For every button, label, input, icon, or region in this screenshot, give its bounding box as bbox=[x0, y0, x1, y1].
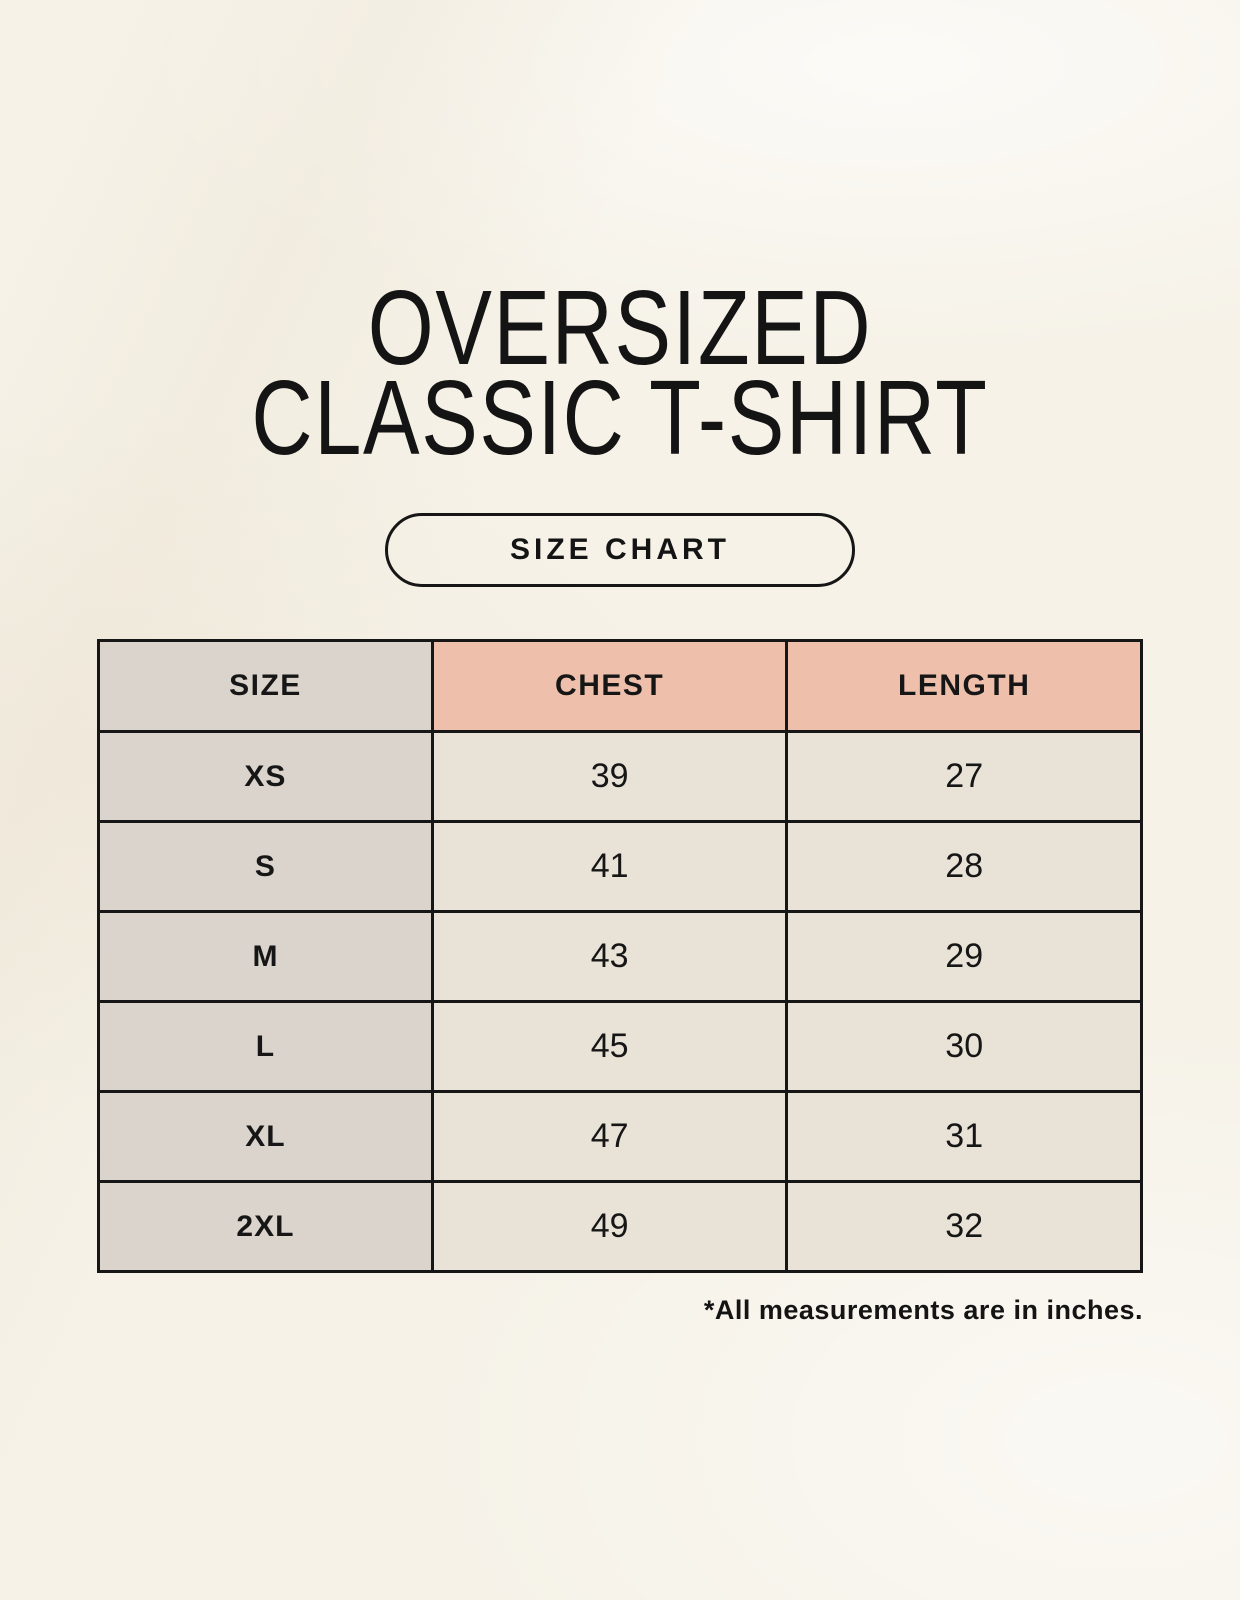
size-chart-button-label: SIZE CHART bbox=[510, 533, 730, 567]
product-title-line1: OVERSIZED bbox=[367, 269, 873, 387]
cell-length: 28 bbox=[787, 822, 1142, 912]
cell-length: 29 bbox=[787, 912, 1142, 1002]
product-title bbox=[124, 269, 1116, 478]
table-row bbox=[99, 1092, 1142, 1182]
cell-chest: 41 bbox=[432, 822, 787, 912]
cell-size: S bbox=[99, 822, 433, 912]
table-row bbox=[99, 912, 1142, 1002]
measurement-note: *All measurements are in inches. bbox=[703, 1295, 1143, 1326]
table-row bbox=[99, 1002, 1142, 1092]
cell-chest: 45 bbox=[432, 1002, 787, 1092]
cell-chest: 47 bbox=[432, 1092, 787, 1182]
header-cell-chest: CHEST bbox=[432, 641, 787, 732]
cell-size: XL bbox=[99, 1092, 433, 1182]
table-row bbox=[99, 732, 1142, 822]
cell-size: 2XL bbox=[99, 1182, 433, 1272]
table-row bbox=[99, 822, 1142, 912]
header-cell-length: LENGTH bbox=[787, 641, 1142, 732]
cell-chest: 49 bbox=[432, 1182, 787, 1272]
size-chart-table bbox=[97, 639, 1143, 1273]
cell-chest: 43 bbox=[432, 912, 787, 1002]
cell-length: 31 bbox=[787, 1092, 1142, 1182]
table-header-row bbox=[99, 641, 1142, 732]
header-cell-size: SIZE bbox=[99, 641, 433, 732]
cell-length: 32 bbox=[787, 1182, 1142, 1272]
cell-size: XS bbox=[99, 732, 433, 822]
product-title-line2: CLASSIC T-SHIRT bbox=[251, 359, 989, 478]
cell-length: 30 bbox=[787, 1002, 1142, 1092]
cell-length: 27 bbox=[787, 732, 1142, 822]
table-row bbox=[99, 1182, 1142, 1272]
cell-chest: 39 bbox=[432, 732, 787, 822]
cell-size: M bbox=[99, 912, 433, 1002]
cell-size: L bbox=[99, 1002, 433, 1092]
size-chart-button[interactable] bbox=[385, 513, 855, 587]
